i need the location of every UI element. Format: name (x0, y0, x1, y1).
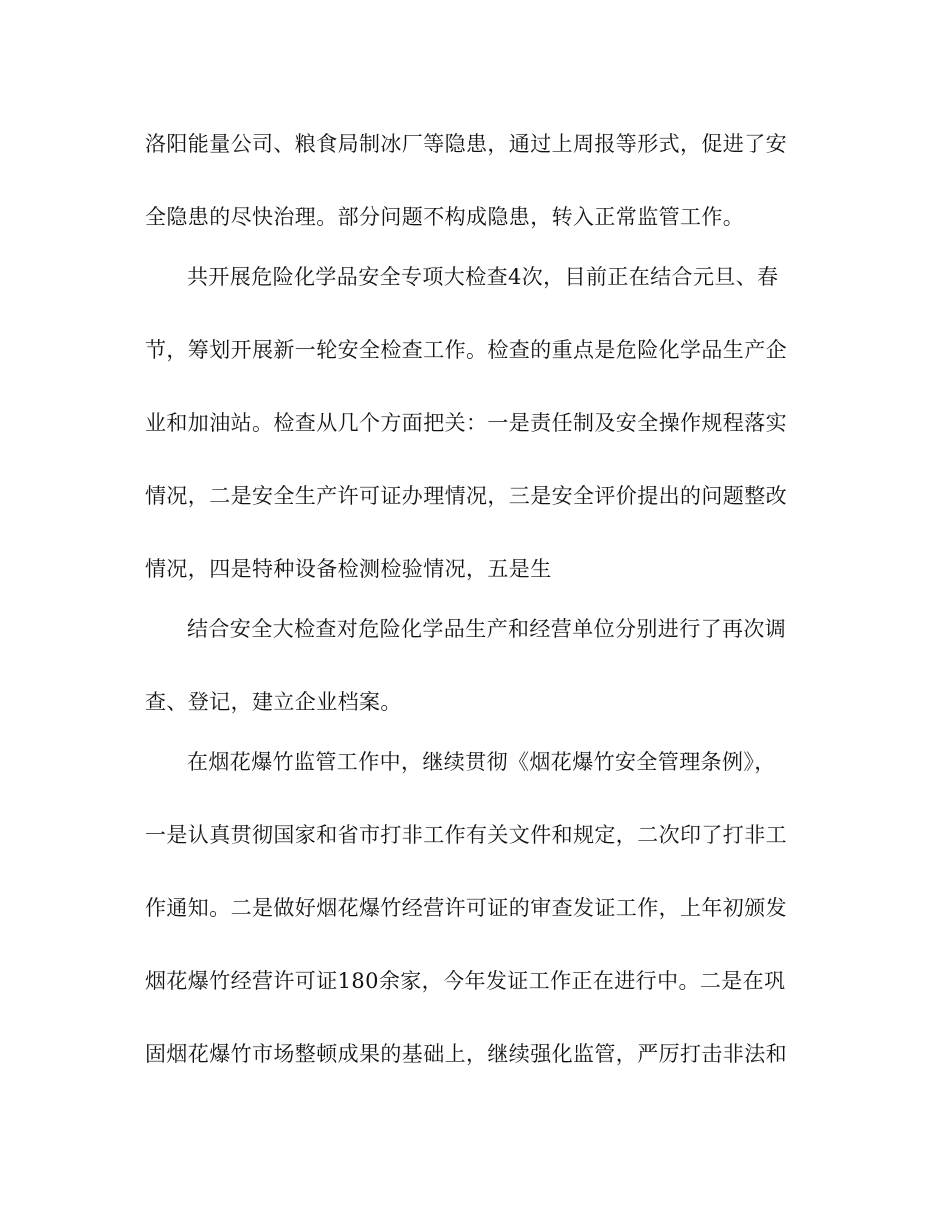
text-line: 固烟花爆竹市场整顿成果的基础上，继续强化监管，严厉打击非法和 (145, 1042, 787, 1066)
text-line: 业和加油站。检查从几个方面把关：一是责任制及安全操作规程落实 (145, 411, 787, 435)
text-line: 全隐患的尽快治理。部分问题不构成隐患，转入正常监管工作。 (145, 205, 745, 229)
text-line: 烟花爆竹经营许可证180余家，今年发证工作正在进行中。二是在巩 (145, 969, 786, 993)
paragraph-start-line: 共开展危险化学品安全专项大检查4次，目前正在结合元旦、春 (187, 265, 779, 289)
text-line: 情况，二是安全生产许可证办理情况，三是安全评价提出的问题整改 (145, 484, 787, 508)
text-line: 节，筹划开展新一轮安全检查工作。检查的重点是危险化学品生产企 (145, 338, 787, 362)
text-line: 情况，四是特种设备检测检验情况，五是生 (145, 557, 552, 581)
paragraph-start-line: 结合安全大检查对危险化学品生产和经营单位分别进行了再次调 (187, 617, 787, 641)
text-line: 一是认真贯彻国家和省市打非工作有关文件和规定，二次印了打非工 (145, 823, 787, 847)
text-line: 作通知。二是做好烟花爆竹经营许可证的审查发证工作，上年初颁发 (145, 896, 787, 920)
text-line: 洛阳能量公司、粮食局制冰厂等隐患，通过上周报等形式，促进了安 (145, 132, 787, 156)
paragraph-start-line: 在烟花爆竹监管工作中，继续贯彻《烟花爆竹安全管理条例》， (187, 750, 776, 774)
text-line: 查、登记，建立企业档案。 (145, 690, 402, 714)
